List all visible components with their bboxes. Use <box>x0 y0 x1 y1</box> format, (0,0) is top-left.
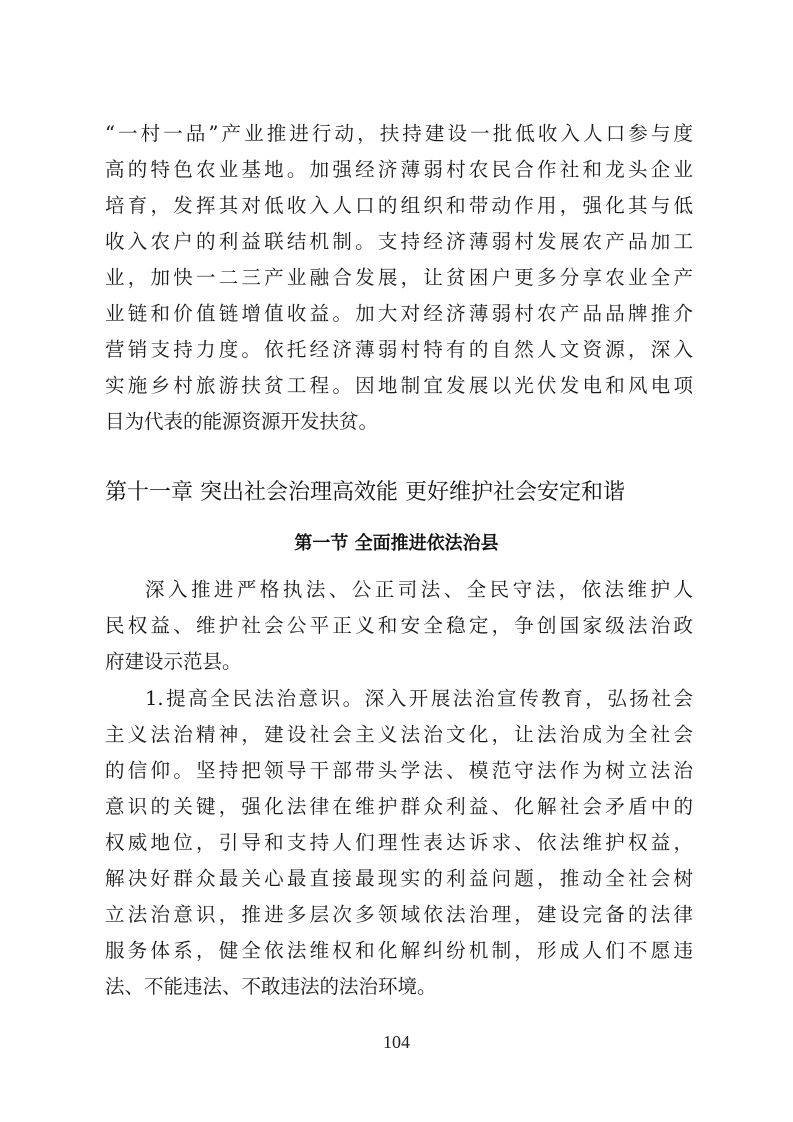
paragraph-industry-support <box>105 116 693 440</box>
text-line: 权威地位，引导和支持人们理性表达诉求、依法维护权益， <box>105 831 693 854</box>
text-line: 实施乡村旅游扶贫工程。因地制宜发展以光伏发电和风电项 <box>105 374 693 397</box>
text-line: 目为代表的能源资源开发扶贫。 <box>105 410 379 433</box>
paragraph-rule-of-law-intro <box>105 572 693 680</box>
text-line: 意识的关键，强化法律在维护群众利益、化解社会矛盾中的 <box>105 795 693 818</box>
text-line: 法、不能违法、不敢违法的法治环境。 <box>105 975 437 998</box>
text-line: 业链和价值链增值收益。加大对经济薄弱村农产品品牌推介 <box>105 302 693 325</box>
page-number: 104 <box>383 1032 410 1052</box>
text-line: 培育，发挥其对低收入人口的组织和带动作用，强化其与低 <box>105 194 693 217</box>
text-line: 民权益、维护社会公平正义和安全稳定，争创国家级法治政 <box>105 614 693 637</box>
text-line: 高的特色农业基地。加强经济薄弱村农民合作社和龙头企业 <box>105 158 693 181</box>
paragraph-legal-awareness <box>105 681 693 1005</box>
text-line: “一村一品”产业推进行动，扶持建设一批低收入人口参与度 <box>105 122 693 145</box>
text-line: 解决好群众最关心最直接最现实的利益问题，推动全社会树 <box>105 867 693 890</box>
text-line: 业，加快一二三产业融合发展，让贫困户更多分享农业全产 <box>105 266 693 289</box>
text-line: 府建设示范县。 <box>105 650 242 673</box>
text-line: 的信仰。坚持把领导干部带头学法、模范守法作为树立法治 <box>105 759 693 782</box>
text-line: 收入农户的利益联结机制。支持经济薄弱村发展农产品加工 <box>105 230 693 253</box>
text-line: 营销支持力度。依托经济薄弱村特有的自然人文资源，深入 <box>105 338 693 361</box>
chapter-heading: 第十一章 突出社会治理高效能 更好维护社会安定和谐 <box>105 480 625 505</box>
section-heading: 第一节 全面推进依法治县 <box>294 533 499 554</box>
text-line: 主义法治精神，建设社会主义法治文化，让法治成为全社会 <box>105 723 693 746</box>
text-line: 服务体系，健全依法维权和化解纠纷机制，形成人们不愿违 <box>105 939 693 962</box>
text-line: 深入推进严格执法、公正司法、全民守法，依法维护人 <box>145 578 693 601</box>
text-line: 1.提高全民法治意识。深入开展法治宣传教育，弘扬社会 <box>145 687 693 710</box>
text-line: 立法治意识，推进多层次多领域依法治理，建设完备的法律 <box>105 903 693 926</box>
